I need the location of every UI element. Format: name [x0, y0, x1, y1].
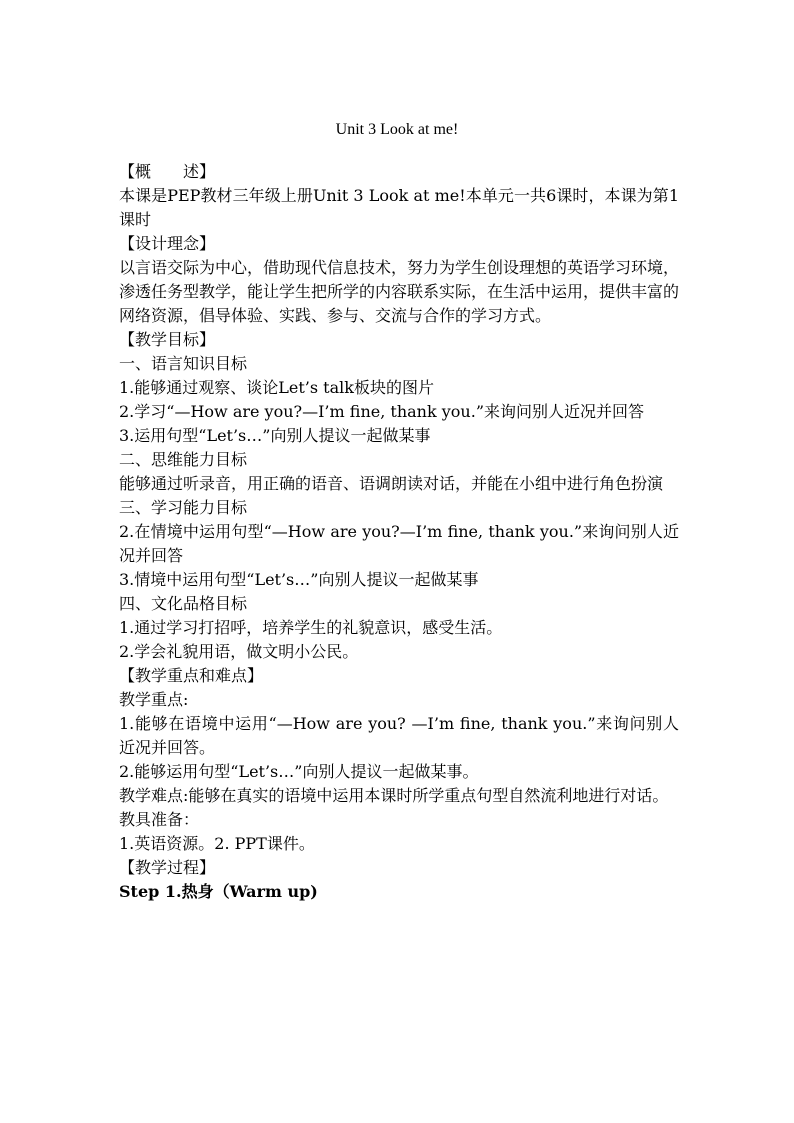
document-line: 三、学习能力目标 — [119, 498, 248, 517]
document-line: 二、思维能力目标 — [119, 450, 248, 469]
document-title: Unit 3 Look at me! — [335, 121, 459, 138]
document-line: 2.学会礼貌用语，做文明小公民。 — [119, 642, 359, 661]
document-line: 1.通过学习打招呼，培养学生的礼貌意识，感受生活。 — [119, 618, 503, 637]
document-line: 教学难点:能够在真实的语境中运用本课时所学重点句型自然流利地进行对话。 — [119, 786, 669, 805]
document-line: 1.英语资源。2. PPT课件。 — [119, 834, 315, 853]
document-line: 2.在情境中运用句型“—How are you?—I’m fine, thank you.”来询问别人近况并回答 — [119, 522, 679, 565]
document-line: 【设计理念】 — [119, 234, 216, 253]
document-line: 【教学过程】 — [119, 858, 216, 877]
document-line: 本课是PEP教材三年级上册Unit 3 Look at me!本单元一共6课时，本课为第1课时 — [119, 186, 679, 229]
document-line: 2.学习“—How are you?—I’m fine, thank you.”来询问别人近况并回答 — [119, 402, 644, 421]
document-line: 【教学重点和难点】 — [119, 666, 264, 685]
document-line: 1.能够在语境中运用“—How are you? —I’m fine, thank you.”来询问别人近况并回答。 — [119, 714, 679, 757]
document-line: 【概 述】 — [119, 162, 216, 181]
document-line: 能够通过听录音，用正确的语音、语调朗读对话，并能在小组中进行角色扮演 — [119, 474, 664, 493]
document-line: Step 1.热身（Warm up) — [119, 882, 318, 901]
document-line: 教具准备： — [119, 810, 200, 829]
document-line: 3.情境中运用句型“Let’s…”向别人提议一起做某事 — [119, 570, 479, 589]
document-line: 【教学目标】 — [119, 330, 216, 349]
document-line: 以言语交际为中心，借助现代信息技术，努力为学生创设理想的英语学习环境，渗透任务型教学，能让学生把所学的内容联系实际，在生活中运用，提供丰富的网络资源，倡导体验、实践、参与、交流与合作的学习方式。 — [119, 258, 680, 325]
document-body — [119, 160, 679, 904]
document-line: 1.能够通过观察、谈论Let’s talk板块的图片 — [119, 378, 434, 397]
document-line: 3.运用句型“Let’s…”向别人提议一起做某事 — [119, 426, 431, 445]
document-line: 一、语言知识目标 — [119, 354, 248, 373]
document-line: 四、文化品格目标 — [119, 594, 248, 613]
document-line: 2.能够运用句型“Let’s…”向别人提议一起做某事。 — [119, 762, 479, 781]
document-line: 教学重点: — [119, 690, 189, 709]
